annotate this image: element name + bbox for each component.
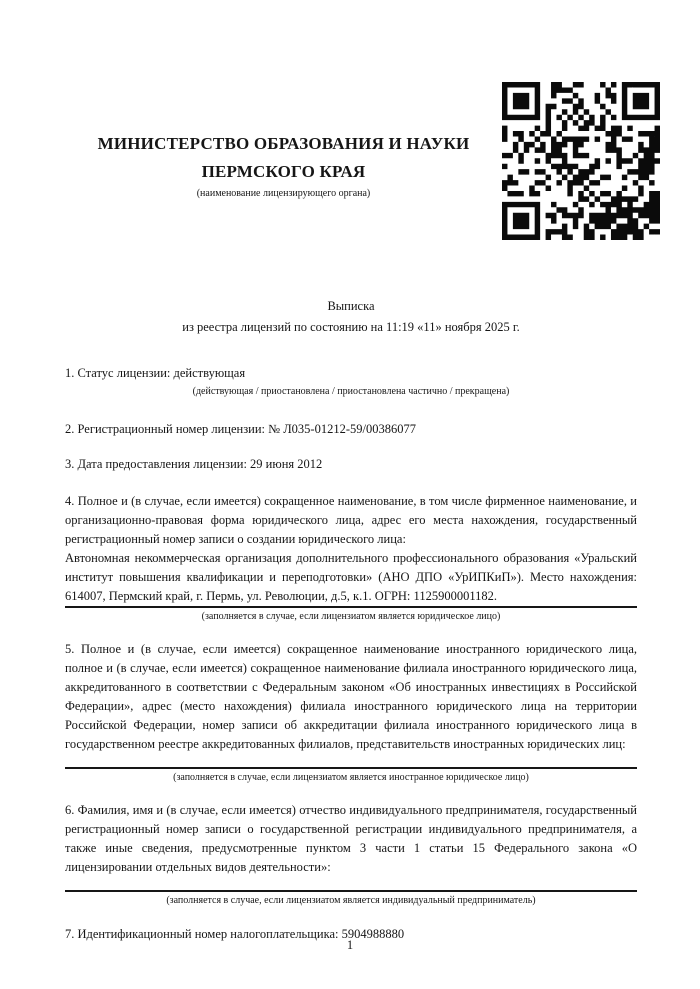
individual-entrepreneur-statement: 6. Фамилия, имя и (в случае, если имеется) отчество индивидуального предпринимателя, государственный регистрационный номер записи о государственной регистрации индивидуального предпринимателя, а также иные сведения, предусмотренные пунктом 3 части 1 статьи 15 Федерального закона «О лицензировании отдельных видов деятельности»: <box>65 803 637 874</box>
section-legal-entity <box>65 492 637 624</box>
legal-entity-statement: 4. Полное и (в случае, если имеется) сокращенное наименование, в том числе фирменное наименование, и организационно-правовая форма юридического лица, адрес его места нахождения, государственный регистрационный номер записи о создании юридического лица: <box>65 494 637 546</box>
license-grant-date-text: 3. Дата предоставления лицензии: 29 июня 2012 <box>65 457 323 471</box>
section-individual-entrepreneur <box>65 801 637 908</box>
qr-code-icon <box>502 82 660 240</box>
document-header <box>65 82 637 240</box>
section-license-grant-date <box>65 455 637 474</box>
foreign-entity-statement: 5. Полное и (в случае, если имеется) сокращенное наименование иностранного юридического лица, полное и (в случае, если имеется) сокращенное наименование филиала иностранного юридического лица, аккредитованного в соответствии с Федеральным законом «Об иностранных инвестициях в Российской Федерации», адрес (место нахождения) филиала иностранного юридического лица на территории Российской Федерации, номер записи об аккредитации филиала иностранного юридического лица в государственном реестре аккредитованных филиалов, представительств иностранных юридических лиц: <box>65 642 637 751</box>
licensing-authority-block <box>65 82 502 201</box>
document-title-line1: Выписка <box>327 299 375 313</box>
license-status-note: (действующая / приостановлена / приостановлена частично / прекращена) <box>192 386 510 397</box>
page-number: 1 <box>346 938 354 952</box>
license-status-text: 1. Статус лицензии: действующая <box>65 366 246 380</box>
individual-entrepreneur-note: (заполняется в случае, если лицензиатом является индивидуальный предприниматель) <box>166 895 536 906</box>
foreign-entity-fill-line <box>65 767 637 769</box>
taxpayer-id-text: 7. Идентификационный номер налогоплательщика: 5904988880 <box>65 927 405 941</box>
ministry-name-line2: ПЕРМСКОГО КРАЯ <box>201 162 366 181</box>
legal-entity-value: Автономная некоммерческая организация дополнительного профессионального образования «Уральский институт повышения квалификации и переподготовки» (АНО ДПО «УрИПКиП»). Место нахождения: 614007, Пермский край, г. Пермь, ул. Революции, д.5, к.1. ОГРН: 1125900001182. <box>65 551 637 603</box>
document-title-line2: из реестра лицензий по состоянию на 11:19 «11» ноября 2025 г. <box>182 320 520 334</box>
legal-entity-note: (заполняется в случае, если лицензиатом является юридическое лицо) <box>201 611 501 622</box>
legal-entity-fill-line <box>65 606 637 608</box>
licensing-authority-caption: (наименование лицензирующего органа) <box>196 188 371 199</box>
individual-entrepreneur-fill-line <box>65 890 637 892</box>
document-title <box>65 296 637 338</box>
ministry-name-line1: МИНИСТЕРСТВО ОБРАЗОВАНИЯ И НАУКИ <box>97 134 470 153</box>
registration-number-text: 2. Регистрационный номер лицензии: № Л035-01212-59/00386077 <box>65 422 416 436</box>
section-registration-number <box>65 420 637 439</box>
section-license-status <box>65 364 637 399</box>
section-foreign-entity <box>65 640 637 785</box>
foreign-entity-note: (заполняется в случае, если лицензиатом является иностранное юридическое лицо) <box>173 772 529 783</box>
